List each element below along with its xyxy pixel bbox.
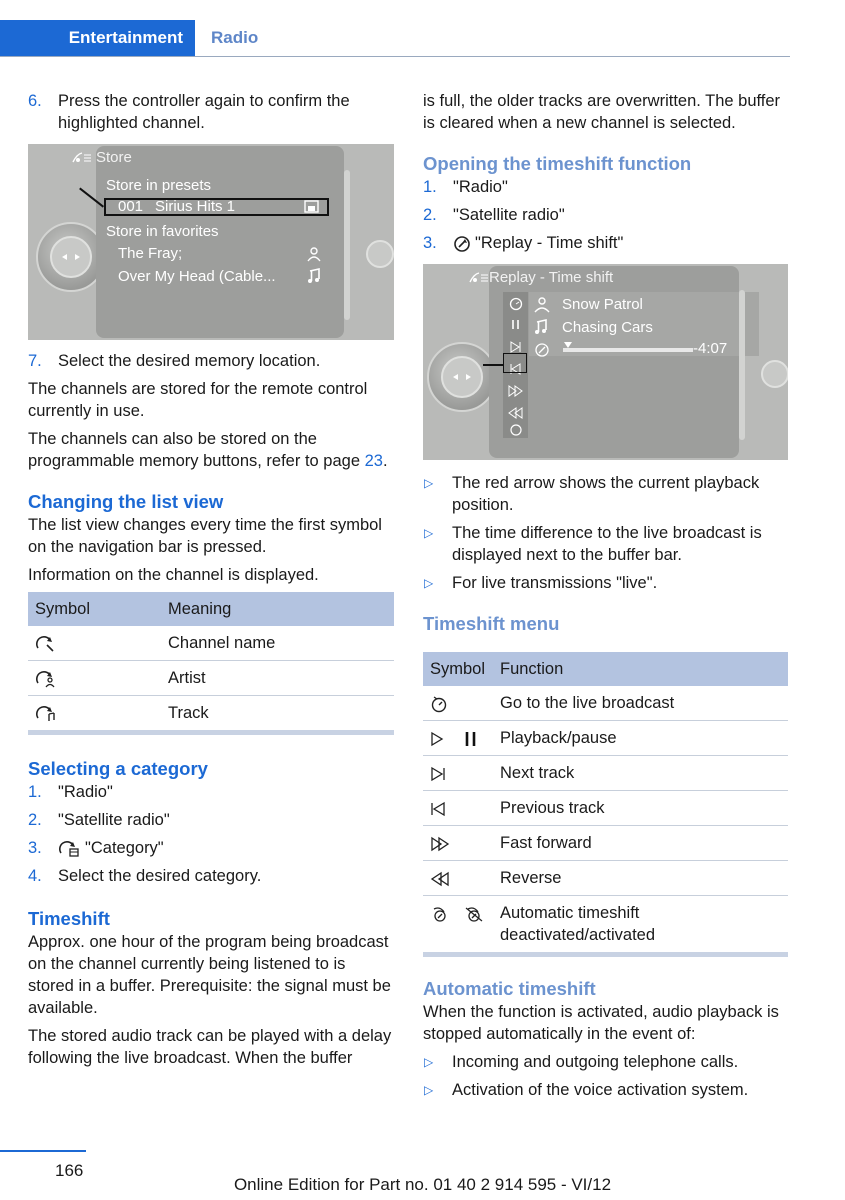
step-number: 7. bbox=[28, 352, 42, 370]
channel-name-icon bbox=[35, 635, 57, 653]
left-right-arrows-icon bbox=[52, 238, 90, 276]
table-header-function: Function bbox=[493, 652, 788, 686]
table-header-symbol: Symbol bbox=[423, 652, 493, 686]
table-end-bar bbox=[423, 952, 788, 957]
open-step-1: 1. "Radio" bbox=[423, 178, 508, 196]
table-header-symbol: Symbol bbox=[28, 592, 161, 626]
table-row: Fast forward bbox=[423, 826, 788, 861]
favorite-artist[interactable]: The Fray; bbox=[118, 245, 183, 262]
music-note-icon bbox=[533, 319, 551, 337]
option-knob bbox=[366, 240, 394, 268]
current-position-frame bbox=[503, 353, 527, 373]
list-item: ▷ The time difference to the live broadcast is displayed next to the buffer bar. bbox=[424, 524, 762, 564]
bullet-list bbox=[423, 472, 788, 594]
step-number: 6. bbox=[28, 92, 42, 110]
heading-timeshift-menu: Timeshift menu bbox=[423, 613, 560, 634]
table-row: Automatic timeshift deactivated/activated bbox=[423, 896, 788, 953]
controller-knob bbox=[441, 356, 483, 398]
category-step-3: 3. "Category" bbox=[28, 839, 164, 857]
paragraph: Approx. one hour of the program being broadcast on the channel currently being listened to is stored in a buffer. Prerequisite: the signal must be available. bbox=[28, 933, 391, 1017]
live-broadcast-icon bbox=[430, 695, 450, 713]
fast-forward-icon bbox=[430, 835, 454, 853]
list-item: ▷ Activation of the voice activation system. bbox=[424, 1081, 749, 1099]
preset-number: 001 bbox=[118, 198, 144, 215]
timeshift-menu-table bbox=[423, 652, 788, 952]
table-row: Reverse bbox=[423, 861, 788, 896]
table-row: Playback/pause bbox=[423, 721, 788, 756]
edition-note: Online Edition for Part no. 01 40 2 914 595 - VI/12 bbox=[233, 1175, 612, 1194]
step-text: Select the desired memory location. bbox=[58, 352, 321, 370]
table-row: Go to the live broadcast bbox=[423, 686, 788, 721]
list-view-symbol-table bbox=[28, 592, 394, 730]
reverse-icon bbox=[430, 870, 454, 888]
replay-screen bbox=[423, 264, 788, 460]
table-end-bar bbox=[28, 730, 394, 735]
track-icon bbox=[35, 705, 57, 723]
paragraph: The channels can also be stored on the programmable memory buttons, refer to page 23. bbox=[28, 430, 388, 470]
meaning-text: Channel name bbox=[161, 626, 394, 661]
left-right-arrows-icon bbox=[443, 358, 481, 396]
artist-name: Snow Patrol bbox=[562, 296, 643, 313]
artist-icon bbox=[306, 246, 322, 262]
step-7 bbox=[28, 350, 394, 372]
category-icon bbox=[58, 840, 80, 858]
paragraph: Information on the channel is displayed. bbox=[28, 566, 319, 584]
page-link[interactable]: 23 bbox=[364, 452, 383, 470]
table-header-meaning: Meaning bbox=[161, 592, 394, 626]
track-name: Chasing Cars bbox=[562, 319, 653, 336]
step-text: Press the controller again to confirm the highlighted channel. bbox=[58, 92, 350, 132]
satellite-radio-icon bbox=[467, 270, 489, 286]
tab-entertainment[interactable]: Entertainment bbox=[0, 20, 195, 56]
preset-save-icon bbox=[304, 200, 320, 214]
store-screen bbox=[28, 144, 394, 340]
artist-icon bbox=[533, 296, 551, 314]
triangle-bullet-icon: ▷ bbox=[424, 526, 434, 540]
list-item: ▷ The red arrow shows the current playback position. bbox=[424, 474, 760, 514]
paragraph: The channels are stored for the remote control currently in use. bbox=[28, 380, 368, 420]
table-row bbox=[28, 661, 394, 696]
buffer-bar bbox=[563, 348, 693, 352]
category-step-4: 4. Select the desired category. bbox=[28, 867, 262, 885]
right-column bbox=[423, 90, 788, 1107]
category-step-2: 2. "Satellite radio" bbox=[28, 811, 170, 829]
heading-automatic-timeshift: Automatic timeshift bbox=[423, 978, 596, 999]
next-track-icon bbox=[430, 765, 450, 783]
table-row bbox=[28, 696, 394, 731]
list-item: ▷ For live transmissions "live". bbox=[424, 574, 658, 592]
preset-name[interactable]: Sirius Hits 1 bbox=[155, 198, 236, 215]
heading-list-view: Changing the list view bbox=[28, 491, 224, 512]
open-step-3: 3. "Replay - Time shift" bbox=[423, 234, 624, 252]
footer-accent-line bbox=[0, 1150, 86, 1152]
paragraph: The list view changes every time the first symbol on the navigation bar is pressed. bbox=[28, 516, 382, 556]
time-difference: -4:07 bbox=[693, 340, 728, 357]
artist-icon bbox=[35, 670, 57, 688]
list-item: ▷ Incoming and outgoing telephone calls. bbox=[424, 1053, 739, 1071]
table-row: Next track bbox=[423, 756, 788, 791]
heading-category: Selecting a category bbox=[28, 758, 208, 779]
controller-knob bbox=[50, 236, 92, 278]
replay-icon bbox=[453, 235, 471, 253]
left-column bbox=[28, 90, 394, 1075]
page-number: 166 bbox=[55, 1161, 84, 1180]
table-row bbox=[28, 626, 394, 661]
header-tab-bar bbox=[0, 20, 790, 57]
paragraph: is full, the older tracks are overwritten. The buffer is cleared when a new channel is selected. bbox=[423, 92, 781, 132]
previous-track-icon bbox=[430, 800, 450, 818]
playback-position-arrow-icon bbox=[564, 342, 572, 350]
replay-icon bbox=[533, 341, 551, 359]
meaning-text: Artist bbox=[161, 661, 394, 696]
triangle-bullet-icon: ▷ bbox=[424, 576, 434, 590]
option-knob bbox=[761, 360, 788, 388]
menu-store-presets[interactable]: Store in presets bbox=[106, 177, 212, 194]
pointer-line bbox=[483, 364, 503, 366]
triangle-bullet-icon: ▷ bbox=[424, 476, 434, 490]
music-note-icon bbox=[306, 268, 322, 284]
category-step-1: 1. "Radio" bbox=[28, 783, 113, 801]
paragraph: The stored audio track can be played with a delay following the live broadcast. When the buffer bbox=[28, 1027, 392, 1067]
table-row: Previous track bbox=[423, 791, 788, 826]
menu-store-favorites[interactable]: Store in favorites bbox=[106, 223, 219, 240]
paragraph: When the function is activated, audio playback is stopped automatically in the event of: bbox=[423, 1003, 779, 1043]
heading-timeshift: Timeshift bbox=[28, 908, 110, 929]
screen-title: Store bbox=[96, 149, 132, 166]
satellite-radio-icon bbox=[70, 150, 92, 166]
step-6 bbox=[28, 90, 394, 134]
meaning-text: Track bbox=[168, 704, 209, 722]
auto-timeshift-icon bbox=[430, 905, 486, 923]
screen-title: Replay - Time shift bbox=[489, 269, 614, 286]
favorite-track[interactable]: Over My Head (Cable... bbox=[118, 268, 276, 285]
triangle-bullet-icon: ▷ bbox=[424, 1083, 434, 1097]
play-pause-icon bbox=[430, 730, 482, 748]
triangle-bullet-icon: ▷ bbox=[424, 1055, 434, 1069]
open-step-2: 2. "Satellite radio" bbox=[423, 206, 565, 224]
heading-opening-timeshift: Opening the timeshift function bbox=[423, 153, 692, 174]
tab-radio[interactable]: Radio bbox=[211, 28, 259, 47]
